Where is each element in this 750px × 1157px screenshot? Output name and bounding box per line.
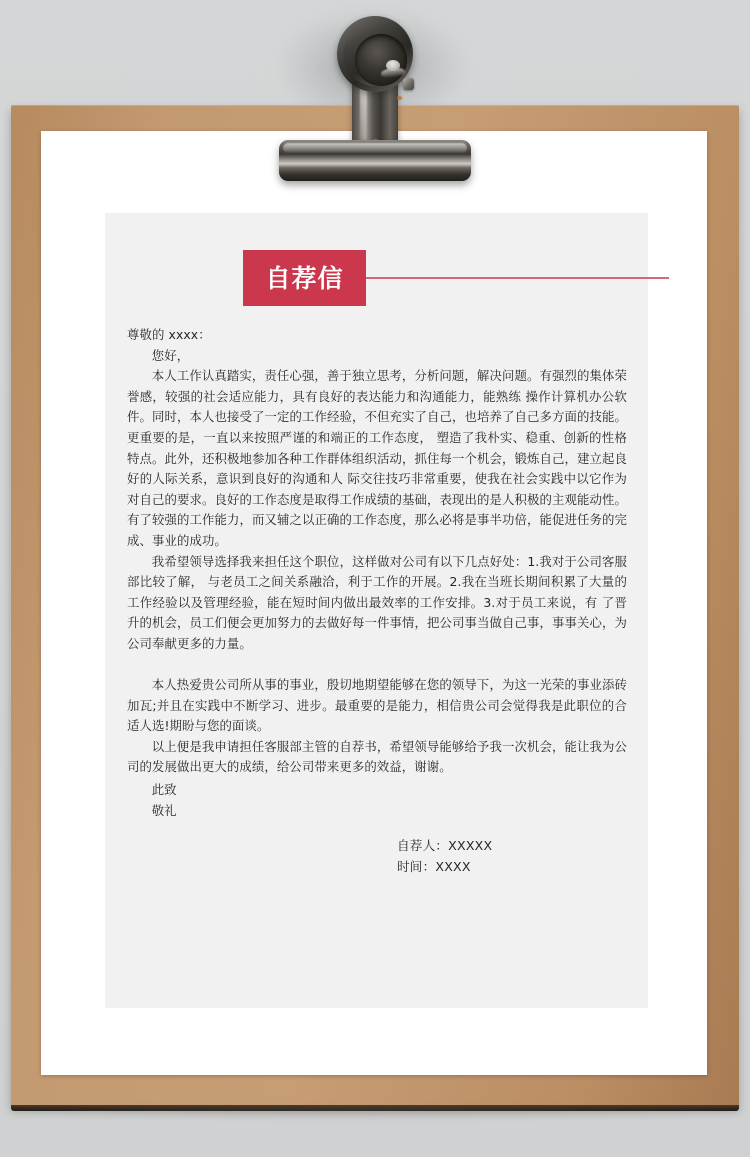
signature-block [127,835,627,877]
greeting: 您好， [151,347,190,363]
binder-clip-icon [279,16,471,181]
clip-disc [337,16,413,92]
paragraph-1: 本人工作认真踏实，责任心强，善于独立思考，分析问题，解决问题。有强烈的集体荣誉感，较强的社会适应能力，具有良好的表达能力和沟通能力，能熟练 操作计算机办公软件。同时，本人也接受了一定的工作经验，不但充实了自己，也培养了自己多方面的技能。更重要的是，一直以来按照严谨的和端正的工作态度， 塑造了我朴实、稳重、创新的性格特点。此外，还积极地参加各种工作群体组织活动，抓住每一个机会，锻炼自己，建立起良好的人际关系，意识到良好的沟通和人 际交往技巧非常重要，使我在社会实践中以它作为对自己的要求。良好的工作态度是取得工作成绩的基础，表现出的是人积极的主观能动性。 有了较强的工作能力，而又辅之以正确的工作态度，那么必将是事半功倍，能促进任务的完成、事业的成功。 [127,368,627,548]
document-title: 自荐信 [265,263,344,293]
closing-line-1: 此致 [151,782,177,798]
clip-bar [279,140,471,181]
letter-body [127,325,627,877]
clip-disc-inner-ring [355,34,407,86]
title-rule [366,277,669,279]
signature-date: 时间：XXXX [397,859,471,875]
closing-block [127,780,627,821]
paragraph-3: 本人热爱贵公司所从事的事业，殷切地期望能够在您的领导下，为这一光荣的事业添砖加瓦;并且在实践中不断学习、进步。最重要的是能力，相信贵公司会觉得我是此职位的合适人选!期盼与您的面谈。 [127,677,627,734]
letter-document [105,213,648,1008]
paragraph-4: 以上便是我申请担任客服部主管的自荐书，希望领导能够给予我一次机会，能让我为公司的发展做出更大的成绩，给公司带来更多的效益，谢谢。 [127,738,627,775]
paragraph-2: 我希望领导选择我来担任这个职位，这样做对公司有以下几点好处：1.我对于公司客服部比较了解， 与老员工之间关系融洽，利于工作的开展。2.我在当班长期间积累了大量的工作经验以及管理经验，能在短时间内做出最效率的工作安排。3.对于员工来说，有 了晋升的机会，员工们便会更加努力的去做好每一件事情，把公司事当做自己事，事事关心，为公司奉献更多的力量。 [127,553,627,651]
clipboard-floor-shadow [11,1108,739,1118]
clip-side-pin [403,78,414,90]
salutation: 尊敬的 xxxx： [127,327,211,342]
clip-disc-mid-ring [343,22,407,86]
document-title-block [243,250,366,306]
clip-hole [386,60,400,71]
closing-line-2: 敬礼 [151,802,177,818]
signature-author: 自荐人：XXXXX [397,838,493,854]
clip-bar-highlight [283,143,467,153]
clip-disc-spark [397,96,402,100]
